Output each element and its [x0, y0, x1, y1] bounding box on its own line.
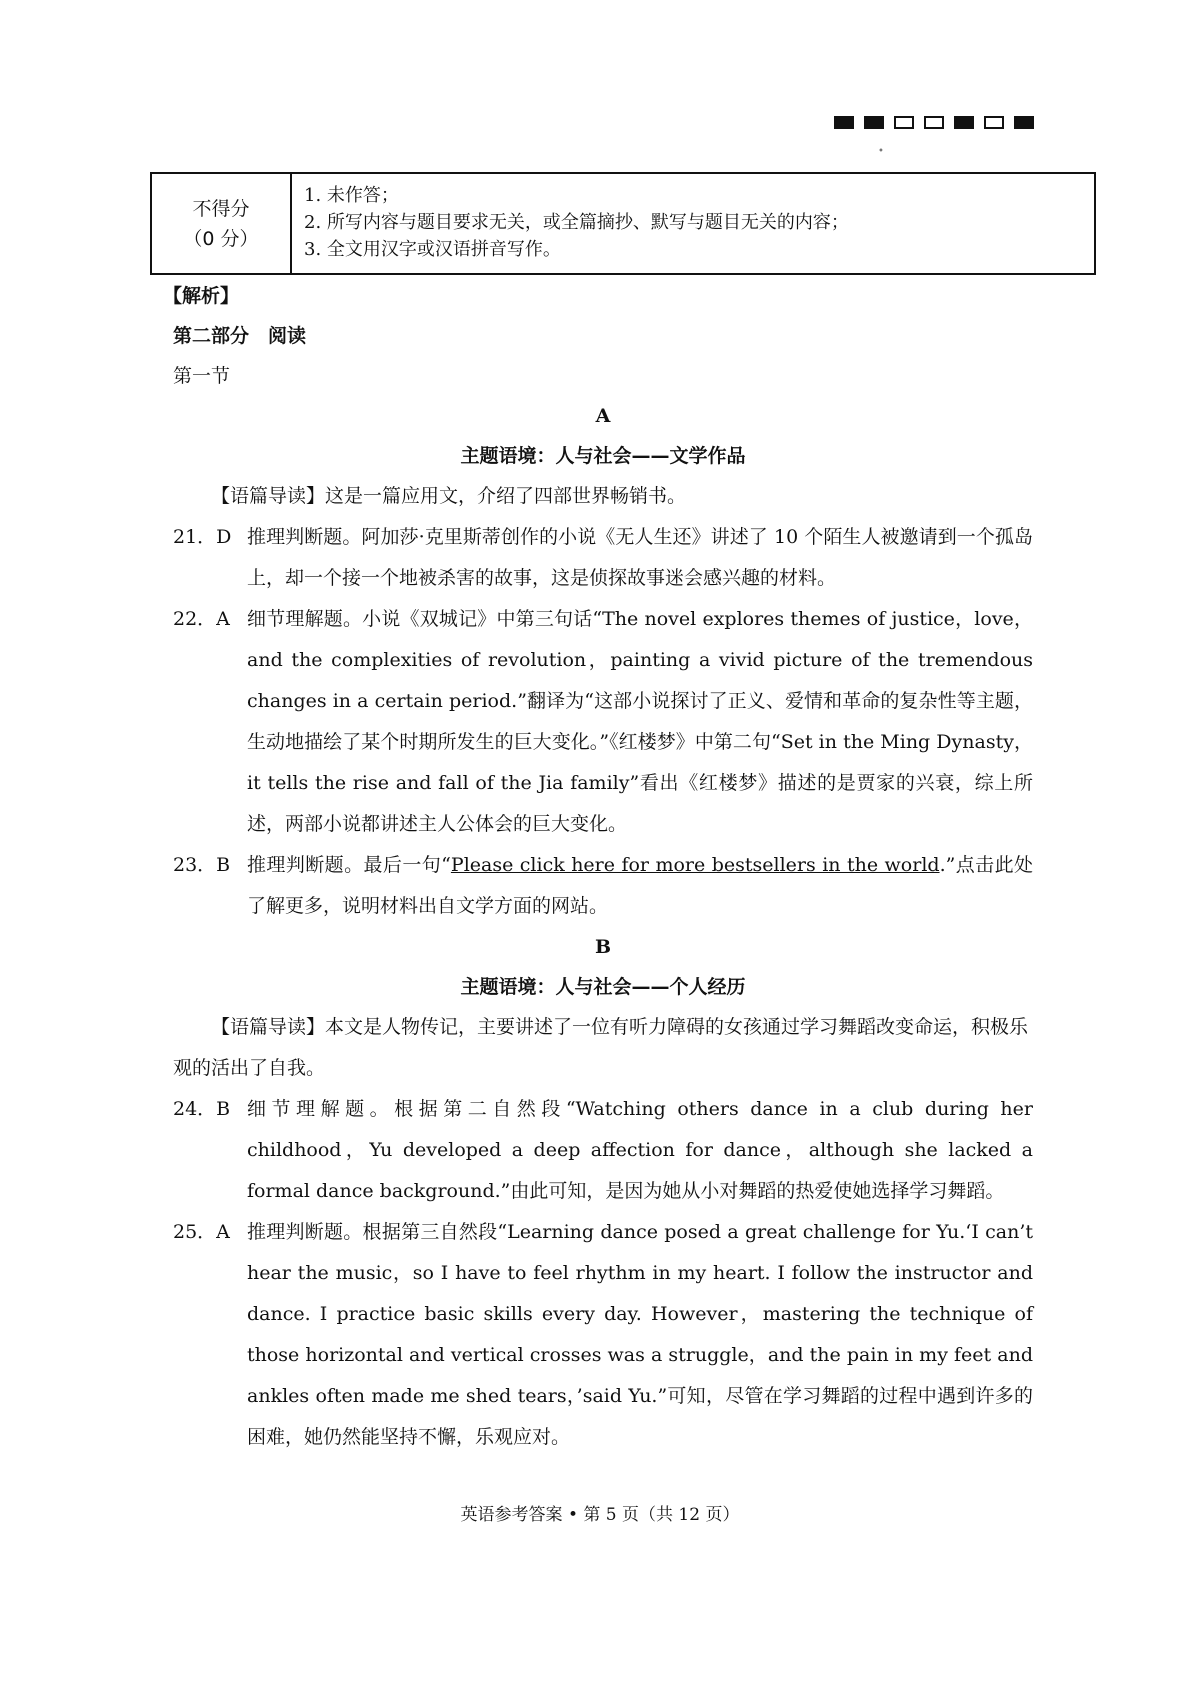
section-title: 第一节 [173, 365, 231, 387]
answer-item-23 [173, 845, 1033, 927]
passage-b-intro: 【语篇导读】本文是人物传记，主要讲述了一位有听力障碍的女孩通过学习舞蹈改变命运，积极乐观的活出了自我。 [173, 1016, 1029, 1079]
header-mark [984, 116, 1004, 129]
passage-a-theme: 主题语境：人与社会——文学作品 [460, 445, 746, 467]
answer-explanation [247, 845, 1033, 927]
answer-number: 25．A [173, 1221, 230, 1243]
answer-item-24 [173, 1089, 1033, 1212]
passage-a-letter: A [595, 405, 611, 427]
answer-number: 21．D [173, 526, 232, 548]
answer-number: 24．B [173, 1098, 231, 1120]
part-title: 第二部分 阅读 [173, 325, 307, 347]
underlined-quote: Please click here for more bestsellers in the world [450, 854, 940, 876]
answer-explanation: 细节理解题。小说《双城记》中第三句话“The novel explores themes of justice，love，and the complexities of revolution，painting a vivid picture of the tremendous changes in a certain period.”翻译为“这部小说探讨了正义、爱情和革命的复杂性等主题，生动地描绘了某个时期所发生的巨大变化。”《红楼梦》中第二句“Set in the Ming Dynasty，it tells the rise and fall of the Jia family”看出《红楼梦》描述的是贾家的兴衰，综上所述，两部小说都讲述主人公体会的巨大变化。 [247, 608, 1033, 835]
answer-item-21 [173, 517, 1033, 599]
header-mark [954, 116, 974, 129]
passage-b-theme: 主题语境：人与社会——个人经历 [460, 976, 746, 998]
score-table [150, 172, 1096, 275]
rule-item: 3. 全文用汉字或汉语拼音写作。 [304, 239, 561, 260]
header-mark [924, 116, 944, 129]
explanation-text: 推理判断题。最后一句“ [247, 854, 451, 876]
answer-item-25 [173, 1212, 1033, 1458]
answer-number: 23．B [173, 854, 231, 876]
header-mark [1014, 116, 1034, 129]
answer-explanation: 推理判断题。阿加莎·克里斯蒂创作的小说《无人生还》讲述了 10 个陌生人被邀请到一个孤岛上，却一个接一个地被杀害的故事，这是侦探故事迷会感兴趣的材料。 [247, 526, 1033, 589]
score-label: 不得分 [192, 197, 250, 220]
score-cell [152, 174, 292, 273]
rule-item: 2. 所写内容与题目要求无关，或全篇摘抄、默写与题目无关的内容； [304, 212, 849, 233]
answer-item-22 [173, 599, 1033, 845]
header-marks [834, 116, 1034, 129]
answer-explanation: 推理判断题。根据第三自然段“Learning dance posed a great challenge for Yu.‘I can’t hear the music，so I have to feel rhythm in my heart. I follow the instructor and dance. I practice basic skills every day. However，mastering the technique of those horizontal and vertical crosses was a struggle，and the pain in my feet and ankles often made me shed tears，’said Yu.”可知，尽管在学习舞蹈的过程中遇到许多的困难，她仍然能坚持不懈，乐观应对。 [247, 1221, 1033, 1448]
answer-explanation: 细节理解题。根据第二自然段“Watching others dance in a club during her childhood，Yu developed a deep affection for dance，although she lacked a formal dance background.”由此可知，是因为她从小对舞蹈的热爱使她选择学习舞蹈。 [247, 1098, 1033, 1202]
answer-content [163, 276, 1033, 1458]
rule-cell [292, 174, 1094, 273]
header-mark [834, 116, 854, 129]
analysis-label: 【解析】 [163, 285, 240, 307]
page-footer: 英语参考答案 • 第 5 页（共 12 页） [460, 1505, 740, 1525]
explanation-text: .”点击此处了解更多，说明材料出自文学方面的网站。 [247, 854, 1033, 917]
passage-a-intro: 【语篇导读】这是一篇应用文，介绍了四部世界畅销书。 [211, 485, 687, 507]
rule-item: 1. 未作答； [304, 185, 399, 206]
passage-b-letter: B [594, 936, 612, 958]
header-mark [864, 116, 884, 129]
answer-number: 22．A [173, 608, 230, 630]
score-points: （0 分） [183, 227, 259, 250]
header-mark [894, 116, 914, 129]
header-dot: • [878, 146, 884, 157]
